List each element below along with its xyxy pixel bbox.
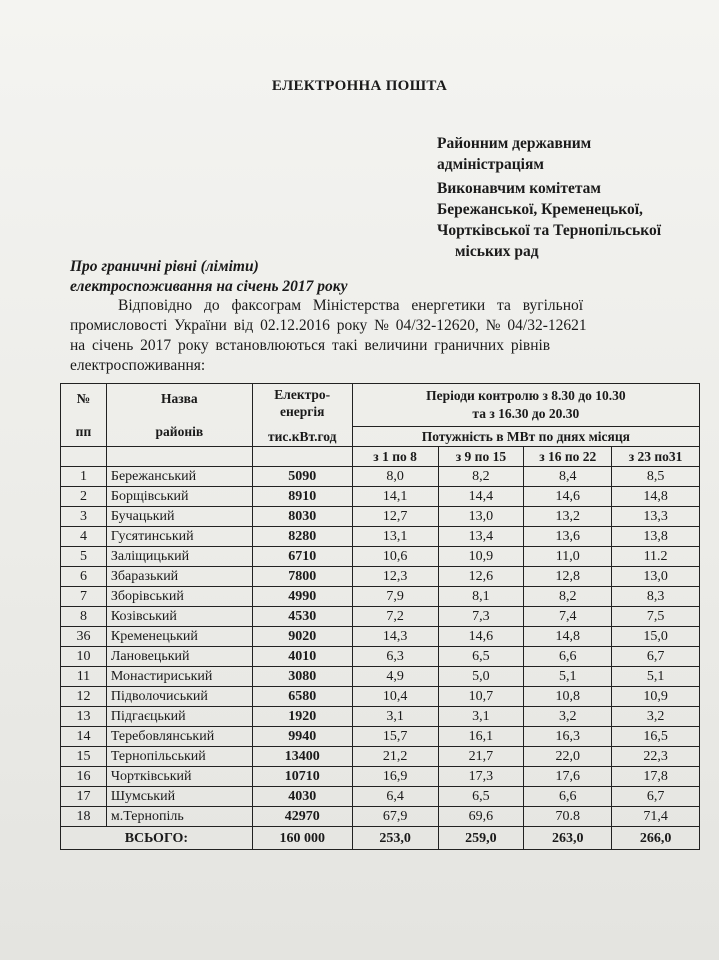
row-district-name: Лановецький — [106, 647, 252, 667]
row-number: 7 — [61, 587, 107, 607]
row-period-2: 7,3 — [438, 607, 524, 627]
row-period-3: 8,4 — [524, 467, 612, 487]
row-period-3: 16,3 — [524, 727, 612, 747]
body-line: на січень 2017 року встановлюються такі величини граничних рівнів — [70, 337, 551, 354]
row-period-4: 13,3 — [612, 507, 700, 527]
row-district-name: Шумський — [106, 787, 252, 807]
subject-line: електроспоживання на січень 2017 року — [70, 278, 348, 295]
row-period-3: 13,6 — [524, 527, 612, 547]
row-number: 14 — [61, 727, 107, 747]
subject-line: Про граничні рівні (ліміти) — [70, 258, 259, 275]
row-period-2: 13,4 — [438, 527, 524, 547]
table-row — [61, 467, 700, 487]
row-period-4: 6,7 — [612, 647, 700, 667]
row-district-name: Гусятинський — [106, 527, 252, 547]
row-energy: 6710 — [252, 547, 352, 567]
row-district-name: Збаразький — [106, 567, 252, 587]
row-period-2: 8,2 — [438, 467, 524, 487]
table-row — [61, 667, 700, 687]
row-district-name: Тернопільський — [106, 747, 252, 767]
col-header-energy — [252, 384, 352, 447]
row-period-1: 6,3 — [352, 647, 438, 667]
row-district-name: Підгаєцький — [106, 707, 252, 727]
col-header-number-sub: пп — [75, 424, 92, 439]
document-title: ЕЛЕКТРОННА ПОШТА — [271, 78, 448, 94]
row-district-name: Монастириський — [106, 667, 252, 687]
row-number: 6 — [61, 567, 107, 587]
row-period-4: 17,8 — [612, 767, 700, 787]
row-period-3: 11,0 — [524, 547, 612, 567]
row-period-4: 10,9 — [612, 687, 700, 707]
row-period-1: 14,3 — [352, 627, 438, 647]
power-header: Потужність в МВт по днях місяця — [352, 427, 699, 447]
row-energy: 8280 — [252, 527, 352, 547]
col-header-name-label: Назва — [160, 391, 198, 406]
table-row — [61, 767, 700, 787]
row-period-3: 13,2 — [524, 507, 612, 527]
col-header-energy-unit: тис.кВт.год — [267, 428, 337, 444]
row-period-2: 13,0 — [438, 507, 524, 527]
subject-block — [70, 257, 348, 297]
col-header-period-1: з 1 по 8 — [352, 447, 438, 467]
row-period-1: 6,4 — [352, 787, 438, 807]
row-energy: 9940 — [252, 727, 352, 747]
row-number: 10 — [61, 647, 107, 667]
row-period-4: 7,5 — [612, 607, 700, 627]
body-line: електроспоживання: — [70, 357, 206, 374]
row-period-2: 12,6 — [438, 567, 524, 587]
row-district-name: Теребовлянський — [106, 727, 252, 747]
row-period-4: 15,0 — [612, 627, 700, 647]
addressee-line: міських рад — [455, 243, 539, 260]
row-number: 18 — [61, 807, 107, 827]
row-number: 15 — [61, 747, 107, 767]
row-period-2: 8,1 — [438, 587, 524, 607]
row-period-4: 8,5 — [612, 467, 700, 487]
row-period-1: 10,4 — [352, 687, 438, 707]
row-energy: 10710 — [252, 767, 352, 787]
table-row — [61, 687, 700, 707]
row-energy: 8910 — [252, 487, 352, 507]
blank-cell — [61, 447, 107, 467]
periods-header — [352, 384, 699, 427]
col-header-name-sub: районів — [155, 424, 204, 439]
row-district-name: м.Тернопіль — [106, 807, 252, 827]
table-row — [61, 747, 700, 767]
col-header-energy-label: Електро-енергія — [274, 386, 331, 419]
row-district-name: Заліщицький — [106, 547, 252, 567]
addressee-line: Виконавчим комітетам — [437, 180, 601, 197]
row-period-3: 6,6 — [524, 647, 612, 667]
body-paragraph — [70, 296, 710, 376]
row-period-3: 12,8 — [524, 567, 612, 587]
addressee-line: Чортківської та Тернопільської — [437, 222, 662, 239]
row-energy: 4990 — [252, 587, 352, 607]
row-district-name: Чортківський — [106, 767, 252, 787]
col-header-period-2: з 9 по 15 — [438, 447, 524, 467]
total-kwh: 160 000 — [252, 827, 352, 850]
row-period-3: 3,2 — [524, 707, 612, 727]
addressee-line: Бережанської, Кременецької, — [437, 201, 643, 218]
row-period-1: 16,9 — [352, 767, 438, 787]
row-energy: 4030 — [252, 787, 352, 807]
row-energy: 4010 — [252, 647, 352, 667]
total-period-1: 253,0 — [352, 827, 438, 850]
body-line: промисловості України від 02.12.2016 року № 04/32-12620, № 04/32-12621 — [70, 317, 587, 334]
row-energy: 9020 — [252, 627, 352, 647]
row-period-2: 14,4 — [438, 487, 524, 507]
limits-table — [60, 383, 700, 850]
row-number: 11 — [61, 667, 107, 687]
periods-header-line: та з 16.30 до 20.30 — [472, 406, 580, 421]
row-period-1: 12,3 — [352, 567, 438, 587]
row-period-4: 13,8 — [612, 527, 700, 547]
col-header-name — [106, 384, 252, 447]
row-period-2: 5,0 — [438, 667, 524, 687]
row-energy: 13400 — [252, 747, 352, 767]
row-period-4: 6,7 — [612, 787, 700, 807]
table-row — [61, 567, 700, 587]
addressee-block-1 — [437, 133, 591, 175]
row-period-3: 70.8 — [524, 807, 612, 827]
table-row — [61, 707, 700, 727]
row-period-3: 6,6 — [524, 787, 612, 807]
periods-header-line: Періоди контролю з 8.30 до 10.30 — [426, 388, 626, 403]
row-period-1: 4,9 — [352, 667, 438, 687]
col-header-period-3: з 16 по 22 — [524, 447, 612, 467]
row-district-name: Кременецький — [106, 627, 252, 647]
row-number: 8 — [61, 607, 107, 627]
total-period-2: 259,0 — [438, 827, 524, 850]
row-period-3: 22,0 — [524, 747, 612, 767]
table-row — [61, 647, 700, 667]
col-header-period-4: з 23 по31 — [612, 447, 700, 467]
row-period-1: 3,1 — [352, 707, 438, 727]
total-period-3: 263,0 — [524, 827, 612, 850]
row-number: 1 — [61, 467, 107, 487]
row-energy: 5090 — [252, 467, 352, 487]
row-period-3: 5,1 — [524, 667, 612, 687]
row-energy: 4530 — [252, 607, 352, 627]
row-period-1: 10,6 — [352, 547, 438, 567]
row-period-3: 14,6 — [524, 487, 612, 507]
row-period-2: 16,1 — [438, 727, 524, 747]
row-district-name: Бучацький — [106, 507, 252, 527]
row-number: 12 — [61, 687, 107, 707]
row-period-1: 15,7 — [352, 727, 438, 747]
total-period-4: 266,0 — [612, 827, 700, 850]
row-period-1: 7,2 — [352, 607, 438, 627]
table-row — [61, 487, 700, 507]
row-district-name: Борщівський — [106, 487, 252, 507]
row-period-3: 14,8 — [524, 627, 612, 647]
row-period-4: 8,3 — [612, 587, 700, 607]
total-label: ВСЬОГО: — [61, 827, 253, 850]
col-header-number-label: № — [76, 391, 91, 406]
total-row — [61, 827, 700, 850]
row-period-1: 12,7 — [352, 507, 438, 527]
row-period-4: 22,3 — [612, 747, 700, 767]
row-district-name: Зборівський — [106, 587, 252, 607]
table-row — [61, 727, 700, 747]
row-energy: 3080 — [252, 667, 352, 687]
row-period-4: 11.2 — [612, 547, 700, 567]
row-energy: 42970 — [252, 807, 352, 827]
row-number: 17 — [61, 787, 107, 807]
row-period-1: 13,1 — [352, 527, 438, 547]
row-period-4: 3,2 — [612, 707, 700, 727]
addressee-block-2 — [437, 178, 661, 262]
row-period-1: 8,0 — [352, 467, 438, 487]
row-energy: 1920 — [252, 707, 352, 727]
row-period-4: 5,1 — [612, 667, 700, 687]
addressee-line: Районним державним — [437, 135, 592, 152]
row-period-1: 67,9 — [352, 807, 438, 827]
row-energy: 8030 — [252, 507, 352, 527]
row-period-3: 10,8 — [524, 687, 612, 707]
row-period-3: 7,4 — [524, 607, 612, 627]
row-period-2: 10,9 — [438, 547, 524, 567]
body-line: Відповідно до факсограм Міністерства енергетики та вугільної — [118, 297, 584, 314]
table-row — [61, 507, 700, 527]
addressee-line: адміністраціям — [437, 156, 544, 173]
row-number: 13 — [61, 707, 107, 727]
table-row — [61, 807, 700, 827]
blank-cell — [106, 447, 252, 467]
row-energy: 7800 — [252, 567, 352, 587]
row-period-4: 13,0 — [612, 567, 700, 587]
row-period-1: 7,9 — [352, 587, 438, 607]
row-period-3: 17,6 — [524, 767, 612, 787]
row-district-name: Підволочиський — [106, 687, 252, 707]
row-period-4: 16,5 — [612, 727, 700, 747]
row-period-2: 6,5 — [438, 647, 524, 667]
row-period-2: 69,6 — [438, 807, 524, 827]
row-period-2: 21,7 — [438, 747, 524, 767]
row-district-name: Козівський — [106, 607, 252, 627]
table-row — [61, 587, 700, 607]
blank-cell — [252, 447, 352, 467]
row-district-name: Бережанський — [106, 467, 252, 487]
table-row — [61, 787, 700, 807]
row-number: 16 — [61, 767, 107, 787]
table-row — [61, 607, 700, 627]
row-period-1: 21,2 — [352, 747, 438, 767]
table-row — [61, 547, 700, 567]
row-period-3: 8,2 — [524, 587, 612, 607]
row-energy: 6580 — [252, 687, 352, 707]
table-row — [61, 627, 700, 647]
row-period-2: 14,6 — [438, 627, 524, 647]
col-header-number — [61, 384, 107, 447]
row-period-2: 10,7 — [438, 687, 524, 707]
row-period-4: 14,8 — [612, 487, 700, 507]
row-period-4: 71,4 — [612, 807, 700, 827]
row-number: 4 — [61, 527, 107, 547]
row-number: 5 — [61, 547, 107, 567]
row-period-2: 3,1 — [438, 707, 524, 727]
row-number: 36 — [61, 627, 107, 647]
row-period-1: 14,1 — [352, 487, 438, 507]
table-row — [61, 527, 700, 547]
row-period-2: 6,5 — [438, 787, 524, 807]
row-number: 2 — [61, 487, 107, 507]
row-number: 3 — [61, 507, 107, 527]
row-period-2: 17,3 — [438, 767, 524, 787]
